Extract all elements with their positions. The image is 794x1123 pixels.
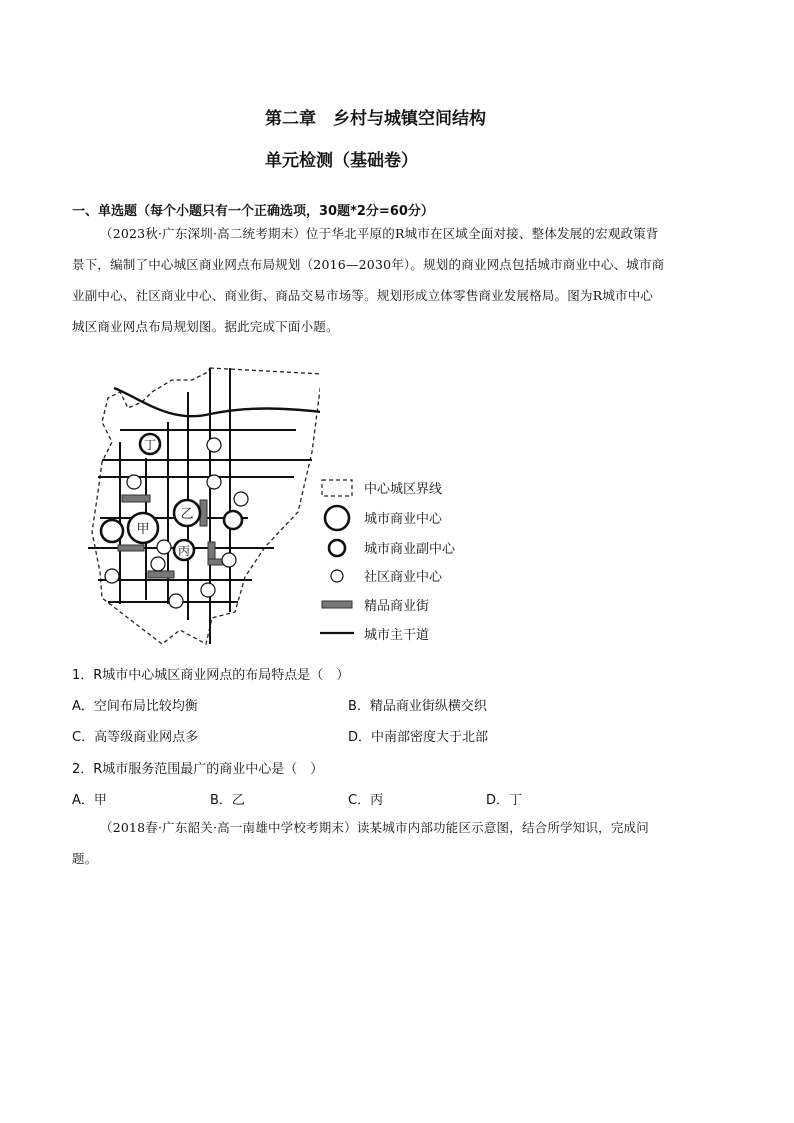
question-2-stem: 2．R城市服务范围最广的商业中心是（ ） [72, 762, 324, 777]
legend-label-street: 精品商业街 [364, 599, 430, 614]
legend-label-city-center: 城市商业中心 [364, 512, 443, 527]
community-center [105, 569, 119, 583]
community-center [207, 438, 221, 452]
boutique-street [122, 495, 150, 502]
city-center-unlabeled [101, 520, 123, 542]
question-2-option-c[interactable]: C．丙 [348, 793, 384, 808]
legend-label-sub-center: 城市商业副中心 [364, 542, 456, 557]
legend-boundary-symbol [322, 480, 352, 496]
community-center [157, 540, 171, 554]
passage-line: 景下，编制了中心城区商业网点布局规划（2016—2030年）。规划的商业网点包括城市商业中心、城市商 [72, 257, 665, 272]
question-2-option-d[interactable]: D．丁 [486, 793, 523, 808]
label-bing: 丙 [177, 544, 191, 558]
question-1-option-b[interactable]: B．精品商业街纵横交织 [348, 699, 487, 714]
passage-line: 业副中心、社区商业中心、商业街、商品交易市场等。规划形成立体零售商业发展格局。图为R城市中心 [72, 288, 654, 303]
question-1-stem: 1．R城市中心城区商业网点的布局特点是（ ） [72, 668, 350, 683]
legend-community-symbol [331, 570, 343, 582]
chapter-title: 第二章 乡村与城镇空间结构 [265, 109, 486, 129]
community-center [222, 553, 236, 567]
question-2-option-b[interactable]: B．乙 [210, 793, 245, 808]
section-heading: 一、单选题（每个小题只有一个正确选项，30题*2分=60分） [72, 204, 434, 219]
map-legend-symbols [318, 475, 358, 645]
passage-line: 城区商业网点布局规划图。据此完成下面小题。 [72, 319, 339, 334]
community-center [234, 492, 248, 506]
main-trunk-road [114, 388, 320, 416]
label-yi: 乙 [180, 507, 194, 522]
community-center [201, 583, 215, 597]
question-1-option-a[interactable]: A．空间布局比较均衡 [72, 699, 198, 714]
passage-line: （2023秋·广东深圳·高二统考期末）位于华北平原的R城市在区域全面对接、整体发展的宏观政策背 [100, 226, 659, 241]
community-center [207, 475, 221, 489]
question-1-option-c[interactable]: C．高等级商业网点多 [72, 730, 199, 745]
page-subtitle: 单元检测（基础卷） [265, 151, 418, 171]
question-1-option-d[interactable]: D．中南部密度大于北部 [348, 730, 489, 745]
legend-label-road: 城市主干道 [364, 628, 430, 643]
label-ding: 丁 [143, 438, 157, 452]
legend-label-community: 社区商业中心 [364, 570, 443, 585]
label-jia: 甲 [136, 522, 150, 537]
passage-2 [72, 812, 649, 874]
legend-street-symbol [322, 601, 352, 608]
boutique-street [148, 571, 174, 578]
passage-line: 题。 [72, 851, 98, 866]
commercial-network-map [80, 362, 320, 652]
community-center [127, 475, 141, 489]
passage-line: （2018春·广东韶关·高一南雄中学校考期末）读某城市内部功能区示意图，结合所学知识，完成问 [100, 820, 649, 835]
legend-label-boundary: 中心城区界线 [364, 482, 443, 497]
question-2-option-a[interactable]: A．甲 [72, 793, 107, 808]
boutique-street [118, 545, 144, 551]
legend-sub-center-symbol [329, 540, 345, 556]
legend-city-center-symbol [325, 506, 349, 530]
community-center [169, 594, 183, 608]
passage-1 [72, 218, 664, 342]
sub-center [224, 511, 242, 529]
community-center [151, 557, 165, 571]
